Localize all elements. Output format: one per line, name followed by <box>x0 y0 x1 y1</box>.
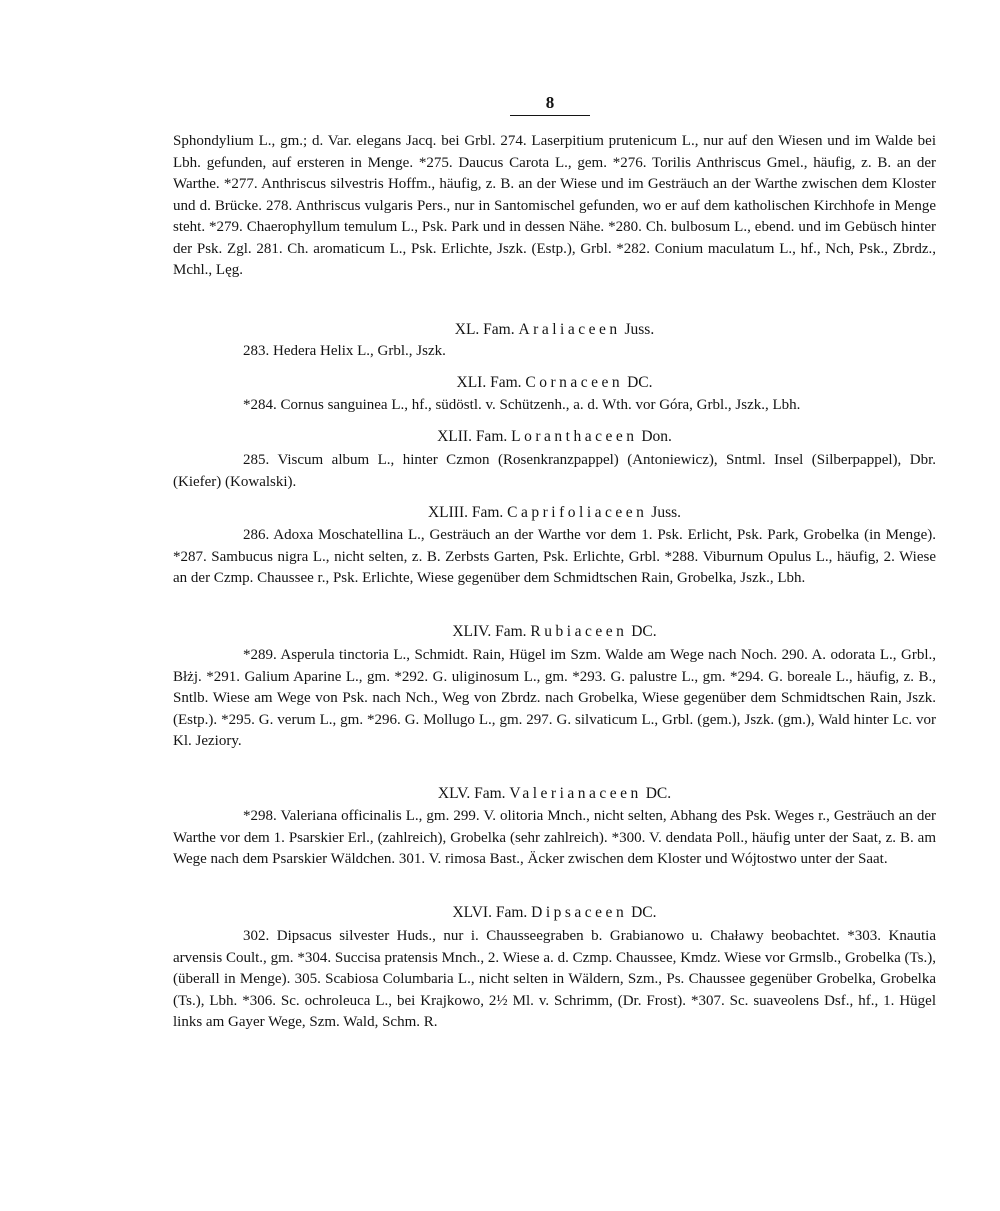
family-number: XLIII. Fam. <box>427 504 504 521</box>
paragraph-caprifoliaceen: 286. Adoxa Moschatellina L., Gesträuch an der Warthe vor dem 1. Psk. Erlicht, Psk. Park, Grobelka (in Menge). *287. Sambucus nigra L., nicht selten, z. B. Zerbsts Garten, Psk. Erlichte, Grbl. *288. Viburnum Opulus L., häufig, 2. Wiese an der Czmp. Chaussee r., Psk. Erlichte, Wiese gegenüber dem Schmidtschen Rain, Grobelka, Jszk., Lbh. <box>173 527 936 586</box>
family-heading-caprifoliaceen <box>173 502 936 524</box>
family-author: Don. <box>641 428 672 445</box>
paragraph-araliaceen: 283. Hedera Helix L., Grbl., Jszk. <box>243 343 446 359</box>
family-heading-valerianaceen <box>173 783 936 805</box>
page-number-rule <box>510 115 590 116</box>
family-number: XLVI. Fam. <box>452 904 528 921</box>
paragraph-umbelliferae-continued: Sphondylium L., gm.; d. Var. elegans Jacq. bei Grbl. 274. Laserpitium prutenicum L., nur auf den Wiesen und im Walde bei Lbh. gefunden, auf ersteren in Menge. *275. Daucus Carota L., gem. *276. Torilis Anthriscus Gmel., häufig, z. B. an der Warthe. *277. Anthriscus silvestris Hoffm., häufig, z. B. an der Wiese und im Gesträuch an der Warthe zwischen dem Kloster und d. Brücke. 278. Anthriscus vulgaris Pers., nur in Santomischel gefunden, wo er auf dem katholischen Kirchhofe in Menge steht. *279. Chaerophyllum temulum L., Psk. Park und in dessen Nähe. *280. Ch. bulbosum L., ebend. und im Gebüsch hinter der Psk. Zgl. 281. Ch. aromaticum L., Psk. Erlichte, Jszk. (Estp.), Grbl. *282. Conium maculatum L., hf., Nch, Psk., Zbrdz., Mchl., Lęg. <box>173 133 936 278</box>
page-number: 8 <box>545 93 555 112</box>
family-name: Loranthaceen <box>511 428 638 445</box>
family-author: Juss. <box>651 504 682 521</box>
paragraph-rubiaceen: *289. Asperula tinctoria L., Schmidt. Rain, Hügel im Szm. Walde am Wege nach Noch. 290. A. odorata L., Grbl., Błżj. *291. Galium Aparine L., gm. *292. G. uliginosum L., gm. *293. G. palustre L., gm. *294. G. boreale L., häufig, z. B., Sntlb. Wiese am Wege von Psk. nach Nch., Weg von Zbrdz. nach Grobelka, Wiese gegenüber dem Schmidtschen Rain, Jszk. (Estp.). *295. G. verum L., gm. *296. G. Mollugo L., gm. 297. G. silvaticum L., Grbl. (gem.), Jszk. (gm.), Wald hinter Lc. vor Kl. Jeziory. <box>173 647 936 749</box>
family-heading-dipsaceen <box>173 902 936 924</box>
paragraph-valerianaceen: *298. Valeriana officinalis L., gm. 299. V. olitoria Mnch., nicht selten, Abhang des Psk. Weges r., Gesträuch an der Warthe vor dem 1. Psarskier Erl., (zahlreich), Grobelka (sehr zahlreich). *300. V. dendata Poll., häufig unter der Saat, z. B. am Wege nach dem Psarskier Wäldchen. 301. V. rimosa Bast., Äcker zwischen dem Kloster und Wójtostwo unter der Saat. <box>173 808 936 867</box>
family-name: Caprifoliaceen <box>507 504 648 521</box>
family-number: XLIV. Fam. <box>452 623 527 640</box>
family-author: DC. <box>627 374 653 391</box>
family-name: Rubiaceen <box>530 623 628 640</box>
family-number: XLII. Fam. <box>437 428 508 445</box>
family-author: Juss. <box>624 321 655 338</box>
family-heading-loranthaceen <box>173 426 936 448</box>
paragraph-loranthaceen: 285. Viscum album L., hinter Czmon (Rosenkranzpappel) (Antoniewicz), Sntml. Insel (Silberpappel), Dbr. (Kiefer) (Kowalski). <box>173 452 936 490</box>
family-heading-rubiaceen <box>173 621 936 643</box>
family-number: XLI. Fam. <box>456 374 522 391</box>
family-name: Valerianaceen <box>509 785 642 802</box>
family-name: Dipsaceen <box>531 904 628 921</box>
family-author: DC. <box>645 785 672 802</box>
family-name: Cornaceen <box>525 374 624 391</box>
family-name: Araliaceen <box>518 321 621 338</box>
paragraph-dipsaceen: 302. Dipsacus silvester Huds., nur i. Chausseegraben b. Grabianowo u. Chaławy beobachtet. *303. Knautia arvensis Coult., gm. *304. Succisa pratensis Mnch., 2. Wiese a. d. Czmp. Chaussee, Kmdz. Wiese vor Grmslb., Grobelka (Ts.), (überall in Menge). 305. Scabiosa Columbaria L., nicht selten in Wäldern, Szm., Ps. Chaussee gegenüber Grobelka, Grobelka (Ts.), Lbh. *306. Sc. ochroleuca L., bei Krajkowo, 2½ Ml. v. Schrimm, (Dr. Frost). *307. Sc. suaveolens Dsf., hf., 1. Hügel links am Gayer Wege, Szm. Wald, Schm. R. <box>173 928 936 1030</box>
family-author: DC. <box>631 623 657 640</box>
family-number: XL. Fam. <box>454 321 515 338</box>
paragraph-cornaceen: *284. Cornus sanguinea L., hf., südöstl. v. Schützenh., a. d. Wth. vor Góra, Grbl., Jszk., Lbh. <box>243 397 801 413</box>
family-number: XLV. Fam. <box>437 785 506 802</box>
family-author: DC. <box>631 904 657 921</box>
family-heading-araliaceen <box>173 319 936 341</box>
family-heading-cornaceen <box>173 372 936 394</box>
